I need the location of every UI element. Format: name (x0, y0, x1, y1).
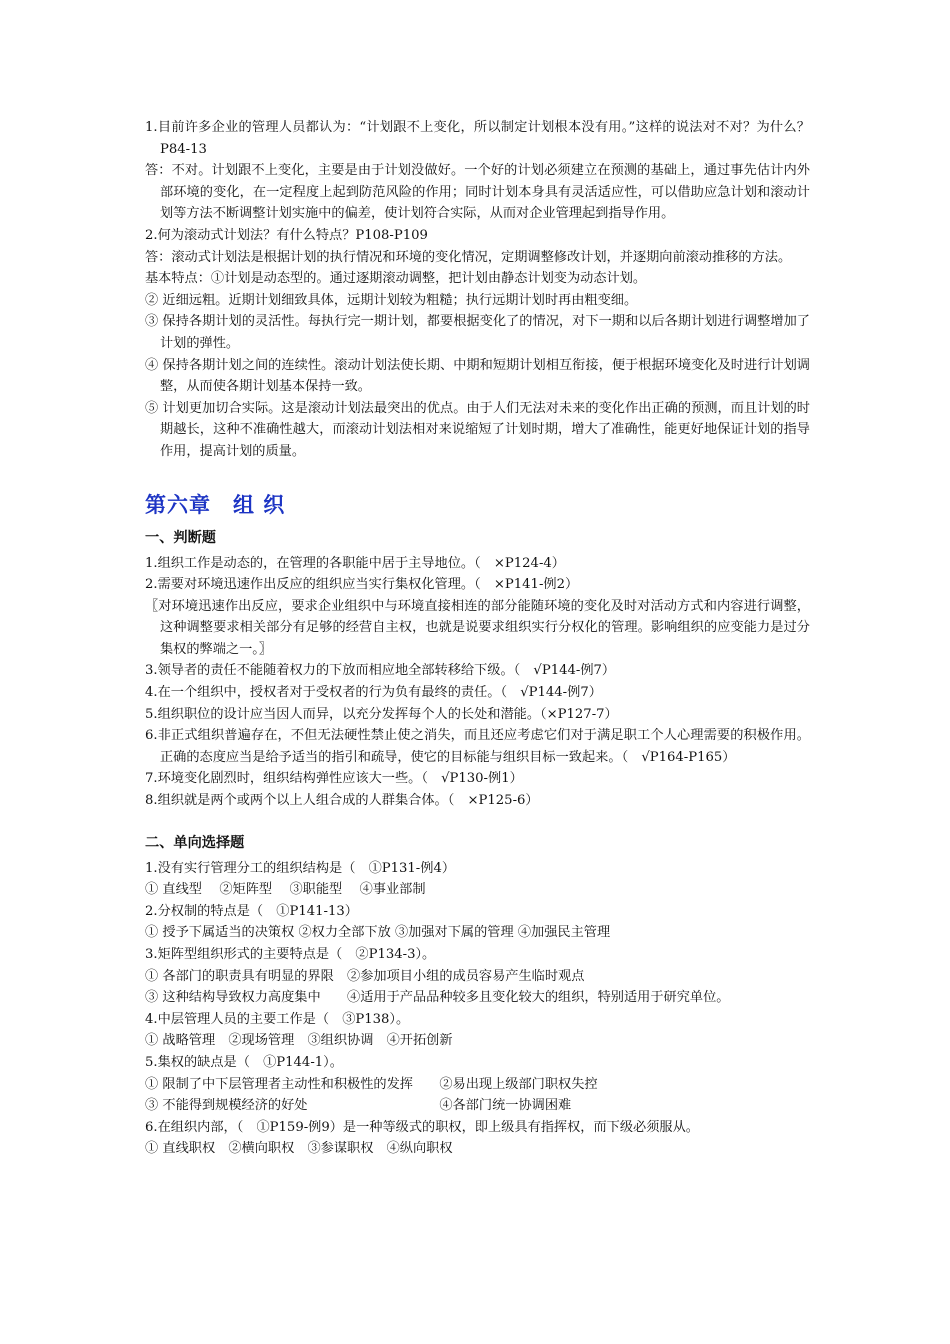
judgement-item: 3.领导者的责任不能随着权力的下放而相应地全部转移给下级。（ √P144-例7） (145, 663, 616, 679)
choice-options: ① 各部门的职责具有明显的界限 ②参加项目小组的成员容易产生临时观点 (145, 968, 585, 984)
judgement-item: 7.环境变化剧烈时，组织结构弹性应该大一些。（ √P130-例1） (145, 771, 523, 787)
judgement-item: 6.非正式组织普遍存在，不但无法硬性禁止使之消失，而且还应考虑它们对于满足职工个人心理需要的积极作用。正确的态度应当是给予适当的指引和疏导，使它的目标能与组织目标一致起来。（ √P164-P165） (145, 728, 810, 765)
judgement-note: 〖对环境迅速作出反应，要求企业组织中与环境直接相连的部分能随环境的变化及时对活动方式和内容进行调整，这种调整要求相关部分有足够的经营自主权，也就是说要求组织实行分权化的管理。影响组织的应变能力是过分集权的弊端之一。〗 (145, 598, 810, 657)
section-title-single-choice: 二、单向选择题 (145, 834, 245, 851)
choice-question: 4.中层管理人员的主要工作是（ ③P138）。 (145, 1011, 410, 1027)
judgement-item: 2.需要对环境迅速作出反应的组织应当实行集权化管理。（ ×P141-例2） (145, 577, 579, 593)
choice-options: ① 授予下属适当的决策权 ②权力全部下放 ③加强对下属的管理 ④加强民主管理 (145, 925, 611, 941)
answer-2: 答：滚动式计划法是根据计划的执行情况和环境的变化情况，定期调整修改计划，并逐期向前滚动推移的方法。 (145, 249, 792, 265)
feature-4: ④ 保持各期计划之间的连续性。滚动计划法使长期、中期和短期计划相互衔接，便于根据环境变化及时进行计划调整，从而使各期计划基本保持一致。 (145, 357, 810, 395)
choice-options: ① 直线型 ②矩阵型 ③职能型 ④事业部制 (145, 882, 426, 898)
basic-features: 基本特点：①计划是动态型的。通过逐期滚动调整，把计划由静态计划变为动态计划。 (145, 271, 647, 287)
choice-question: 5.集权的缺点是（ ①P144-1）。 (145, 1054, 343, 1070)
feature-3: ③ 保持各期计划的灵活性。每执行完一期计划，都要根据变化了的情况，对下一期和以后各期计划进行调整增加了计划的弹性。 (145, 314, 810, 351)
question-1: 1.目前许多企业的管理人员都认为：“计划跟不上变化，所以制定计划根本没有用。”这样的说法对不对？为什么？P84-13 (145, 120, 810, 157)
feature-5: ⑤ 计划更加切合实际。这是滚动计划法最突出的优点。由于人们无法对未来的变化作出正确的预测，而且计划的时期越长，这种不准确性越大，而滚动计划法相对来说缩短了计划时期，增大了准确性，能更好地保证计划的指导作用，提高计划的质量。 (145, 400, 810, 459)
choice-options: ③ 不能得到规模经济的好处 ④各部门统一协调困难 (145, 1098, 572, 1114)
choice-question: 1.没有实行管理分工的组织结构是（ ①P131-例4） (145, 860, 456, 876)
choice-question: 3.矩阵型组织形式的主要特点是（ ②P134-3）。 (145, 947, 436, 962)
chapter-title: 第六章 组 织 (145, 492, 286, 517)
section-title-judgement: 一、判断题 (145, 529, 216, 546)
feature-2: ② 近细远粗。近期计划细致具体，远期计划较为粗糙；执行远期计划时再由粗变细。 (145, 292, 638, 308)
choice-question: 6.在组织内部，（ ①P159-例9）是一种等级式的职权，即上级具有指挥权，而下级必须服从。 (145, 1119, 699, 1135)
judgement-item: 8.组织就是两个或两个以上人组合成的人群集合体。（ ×P125-6） (145, 793, 539, 809)
question-2: 2.何为滚动式计划法？有什么特点？P108-P109 (145, 227, 428, 243)
choice-options: ③ 这种结构导致权力高度集中 ④适用于产品品种较多且变化较大的组织，特别适用于研究单位。 (145, 990, 730, 1006)
choice-question: 2.分权制的特点是（ ①P141-13） (145, 903, 358, 919)
document-content (145, 117, 810, 1160)
judgement-item: 4.在一个组织中，授权者对于受权者的行为负有最终的责任。（ √P144-例7） (145, 685, 602, 701)
choice-options: ① 战略管理 ②现场管理 ③组织协调 ④开拓创新 (145, 1033, 453, 1049)
choice-options: ① 直线职权 ②横向职权 ③参谋职权 ④纵向职权 (145, 1141, 453, 1157)
judgement-item: 5.组织职位的设计应当因人而异，以充分发挥每个人的长处和潜能。（×P127-7） (145, 706, 618, 722)
answer-1: 答：不对。计划跟不上变化，主要是由于计划没做好。一个好的计划必须建立在预测的基础上，通过事先估计内外部环境的变化，在一定程度上起到防范风险的作用；同时计划本身具有灵活适应性，可以借助应急计划和滚动计划等方法不断调整计划实施中的偏差，使计划符合实际，从而对企业管理起到指导作用。 (145, 163, 810, 222)
judgement-item: 1.组织工作是动态的，在管理的各职能中居于主导地位。（ ×P124-4） (145, 555, 565, 571)
choice-options: ① 限制了中下层管理者主动性和积极性的发挥 ②易出现上级部门职权失控 (145, 1076, 598, 1092)
